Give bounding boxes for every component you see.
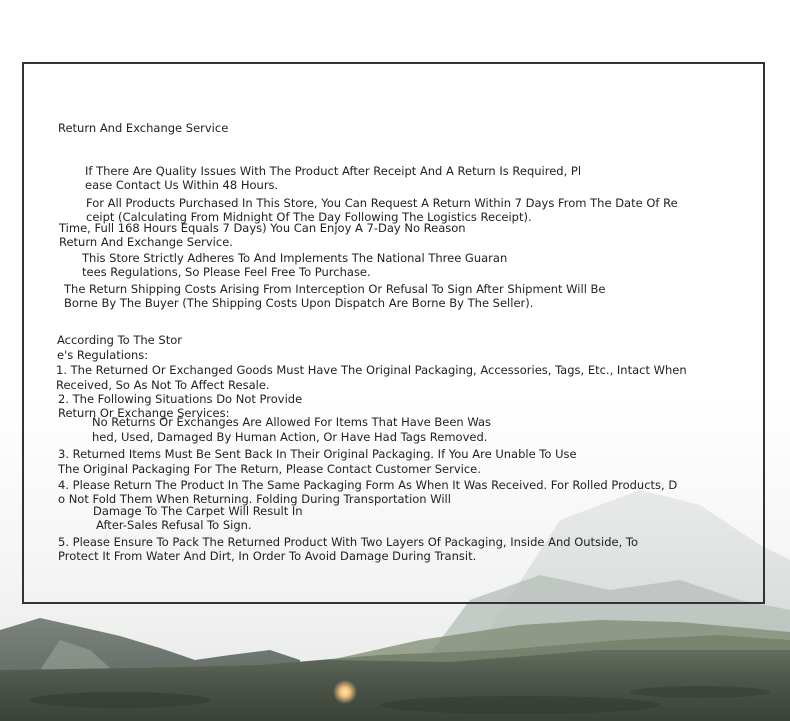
regulations-intro-line-2: e's Regulations:: [57, 348, 149, 362]
rule-4-line-3: Damage To The Carpet Will Result In: [93, 504, 303, 518]
rule-2-line-3: No Returns Or Exchanges Are Allowed For Items That Have Been Was: [92, 415, 492, 429]
rule-2-line-4: hed, Used, Damaged By Human Action, Or Have Had Tags Removed.: [92, 430, 488, 444]
rule-1-line-2: Received, So As Not To Affect Resale.: [56, 378, 270, 392]
seven-day-return-text-line-4: Return And Exchange Service.: [59, 235, 233, 249]
rule-1-line-1: 1. The Returned Or Exchanged Goods Must Have The Original Packaging, Accessories, Tags, Etc., Intact When: [56, 363, 687, 377]
three-guarantees-text-line-2: tees Regulations, So Please Feel Free To Purchase.: [82, 265, 371, 279]
rule-2-line-1: 2. The Following Situations Do Not Provide: [58, 392, 303, 406]
rule-4-line-1: 4. Please Return The Product In The Same Packaging Form As When It Was Received. For Rolled Products, D: [58, 478, 678, 492]
regulations-intro-line-1: According To The Stor: [57, 333, 182, 347]
rule-5-line-1: 5. Please Ensure To Pack The Returned Product With Two Layers Of Packaging, Inside And Outside, To: [58, 535, 639, 549]
quality-issue-text-line-1: If There Are Quality Issues With The Product After Receipt And A Return Is Required, Pl: [85, 164, 582, 178]
rule-2-line-2: Return Or Exchange Services:: [58, 406, 230, 420]
rule-4-line-2: o Not Fold Them When Returning. Folding During Transportation Will: [58, 492, 451, 506]
seven-day-return-text-line-1: For All Products Purchased In This Store, You Can Request A Return Within 7 Days From The Date Of Re: [86, 196, 678, 210]
shipping-cost-text-line-2: Borne By The Buyer (The Shipping Costs Upon Dispatch Are Borne By The Seller).: [64, 296, 534, 310]
rule-3-line-1: 3. Returned Items Must Be Sent Back In Their Original Packaging. If You Are Unable To Use: [58, 447, 577, 461]
three-guarantees-text-line-1: This Store Strictly Adheres To And Implements The National Three Guaran: [82, 251, 508, 265]
rule-3-line-2: The Original Packaging For The Return, Please Contact Customer Service.: [58, 462, 481, 476]
rule-4-line-4: After-Sales Refusal To Sign.: [96, 518, 252, 532]
quality-issue-text-line-2: ease Contact Us Within 48 Hours.: [85, 178, 279, 192]
seven-day-return-text-line-3: Time, Full 168 Hours Equals 7 Days) You Can Enjoy A 7-Day No Reason: [59, 221, 466, 235]
rule-5-line-2: Protect It From Water And Dirt, In Order To Avoid Damage During Transit.: [58, 549, 477, 563]
seven-day-return-text-line-2: ceipt (Calculating From Midnight Of The Day Following The Logistics Receipt).: [86, 210, 532, 224]
page-title: Return And Exchange Service: [58, 121, 229, 135]
shipping-cost-text-line-1: The Return Shipping Costs Arising From Interception Or Refusal To Sign After Shipment Will Be: [64, 282, 606, 296]
